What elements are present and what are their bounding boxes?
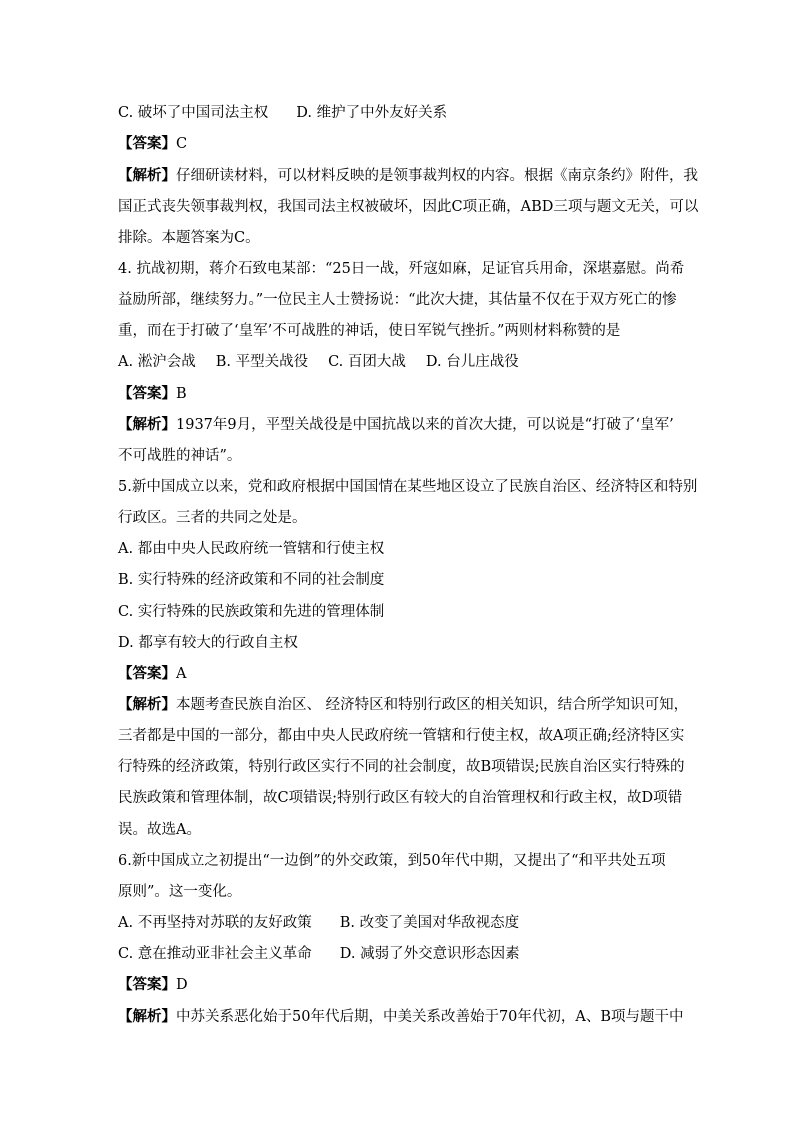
q5-analysis-line: 民族政策和管理体制，故C项错误;特别行政区有较大的自治管理权和行政主权，故D项错 — [118, 790, 683, 806]
q6-option-a: A. 不再坚持对苏联的友好政策 — [118, 915, 312, 931]
q3-option-c: C. 破坏了中国司法主权 — [118, 105, 269, 121]
q3-options-cd — [118, 103, 678, 123]
q3-analysis-line: 国正式丧失领事裁判权，我国司法主权被破坏，因此C项正确，ABD三项与题文无关，可以 — [118, 199, 699, 215]
answer-value: C — [176, 136, 188, 152]
q6-option-d: D. 减弱了外交意识形态因素 — [339, 946, 520, 962]
analysis-text: 本题考查民族自治区、 经济特区和特别行政区的相关知识，结合所学知识可知， — [176, 697, 689, 713]
q4-option-b: B. 平型关战役 — [215, 354, 309, 370]
answer-value: D — [176, 977, 188, 993]
answer-label: 【答案】 — [118, 385, 176, 402]
q5-analysis-line: 误。故选A。 — [118, 822, 201, 838]
q6-stem-line: 6.新中国成立之初提出“一边倒”的外交政策，到50年代中期，又提出了“和平共处五项 — [118, 853, 666, 869]
q4-option-a: A. 淞沪会战 — [118, 354, 196, 370]
q3-answer — [118, 134, 678, 154]
analysis-text: 仔细研读材料，可以材料反映的是领事裁判权的内容。根据《南京条约》附件，我 — [176, 168, 698, 184]
q5-option-b: B. 实行特殊的经济政策和不同的社会制度 — [118, 572, 385, 588]
q6-answer — [118, 975, 678, 995]
answer-label: 【答案】 — [118, 665, 176, 682]
q4-answer — [118, 384, 678, 404]
analysis-text: 中苏关系恶化始于50年代后期，中美关系改善始于70年代初，A、B项与题干中 — [176, 1009, 684, 1025]
q5-analysis-line: 三者都是中国的一部分，都由中央人民政府统一管辖和行使主权，故A项正确;经济特区实 — [118, 728, 685, 744]
q5-option-c: C. 实行特殊的民族政策和先进的管理体制 — [118, 604, 385, 620]
analysis-text: 1937年9月，平型关战役是中国抗战以来的首次大捷，可以说是“打破了‘皇军’ — [176, 417, 674, 433]
q6-options-cd — [118, 944, 678, 964]
q4-option-d: D. 台儿庄战役 — [425, 354, 519, 370]
answer-value: B — [176, 386, 187, 402]
q6-options-ab — [118, 913, 678, 933]
q5-stem-line: 5.新中国成立以来，党和政府根据中国国情在某些地区设立了民族自治区、经济特区和特别 — [118, 479, 698, 495]
answer-label: 【答案】 — [118, 135, 176, 152]
analysis-label: 【解析】 — [118, 167, 176, 184]
answer-value: A — [176, 666, 187, 682]
q5-stem-line: 行政区。三者的共同之处是。 — [118, 510, 307, 526]
q3-analysis-line: 排除。本题答案为C。 — [118, 230, 260, 246]
q4-options — [118, 352, 678, 372]
q5-option-d: D. 都享有较大的行政自主权 — [118, 635, 298, 651]
answer-label: 【答案】 — [118, 976, 176, 993]
q6-option-c: C. 意在推动亚非社会主义革命 — [118, 946, 312, 962]
q5-answer — [118, 664, 678, 684]
q5-option-a: A. 都由中央人民政府统一管辖和行使主权 — [118, 541, 385, 557]
q5-analysis-line — [118, 695, 689, 715]
q4-analysis-line: 不可战胜的神话”。 — [118, 448, 242, 464]
q6-analysis-line — [118, 1007, 684, 1027]
q4-option-c: C. 百团大战 — [328, 354, 406, 370]
analysis-label: 【解析】 — [118, 1008, 176, 1025]
q3-analysis-line — [118, 166, 698, 186]
analysis-label: 【解析】 — [118, 696, 176, 713]
q4-stem-line: 益励所部，继续努力。”一位民主人士赞扬说：“此次大捷，其估量不仅在于双方死亡的惨 — [118, 292, 677, 308]
q6-stem-line: 原则”。这一变化。 — [118, 884, 242, 900]
q3-option-d: D. 维护了中外友好关系 — [296, 105, 448, 121]
q4-stem-line: 重，而在于打破了‘皇军’不可战胜的神话，使日军锐气挫折。”两则材料称赞的是 — [118, 323, 621, 339]
q4-analysis-line — [118, 415, 678, 435]
q4-stem-line: 4. 抗战初期，蒋介石致电某部：“25日一战，歼寇如麻，足证官兵用命，深堪嘉慰。尚希 — [118, 261, 685, 277]
q5-analysis-line: 行特殊的经济政策，特别行政区实行不同的社会制度，故B项错误;民族自治区实行特殊的 — [118, 759, 685, 775]
analysis-label: 【解析】 — [118, 416, 176, 433]
q6-option-b: B. 改变了美国对华敌视态度 — [339, 915, 520, 931]
